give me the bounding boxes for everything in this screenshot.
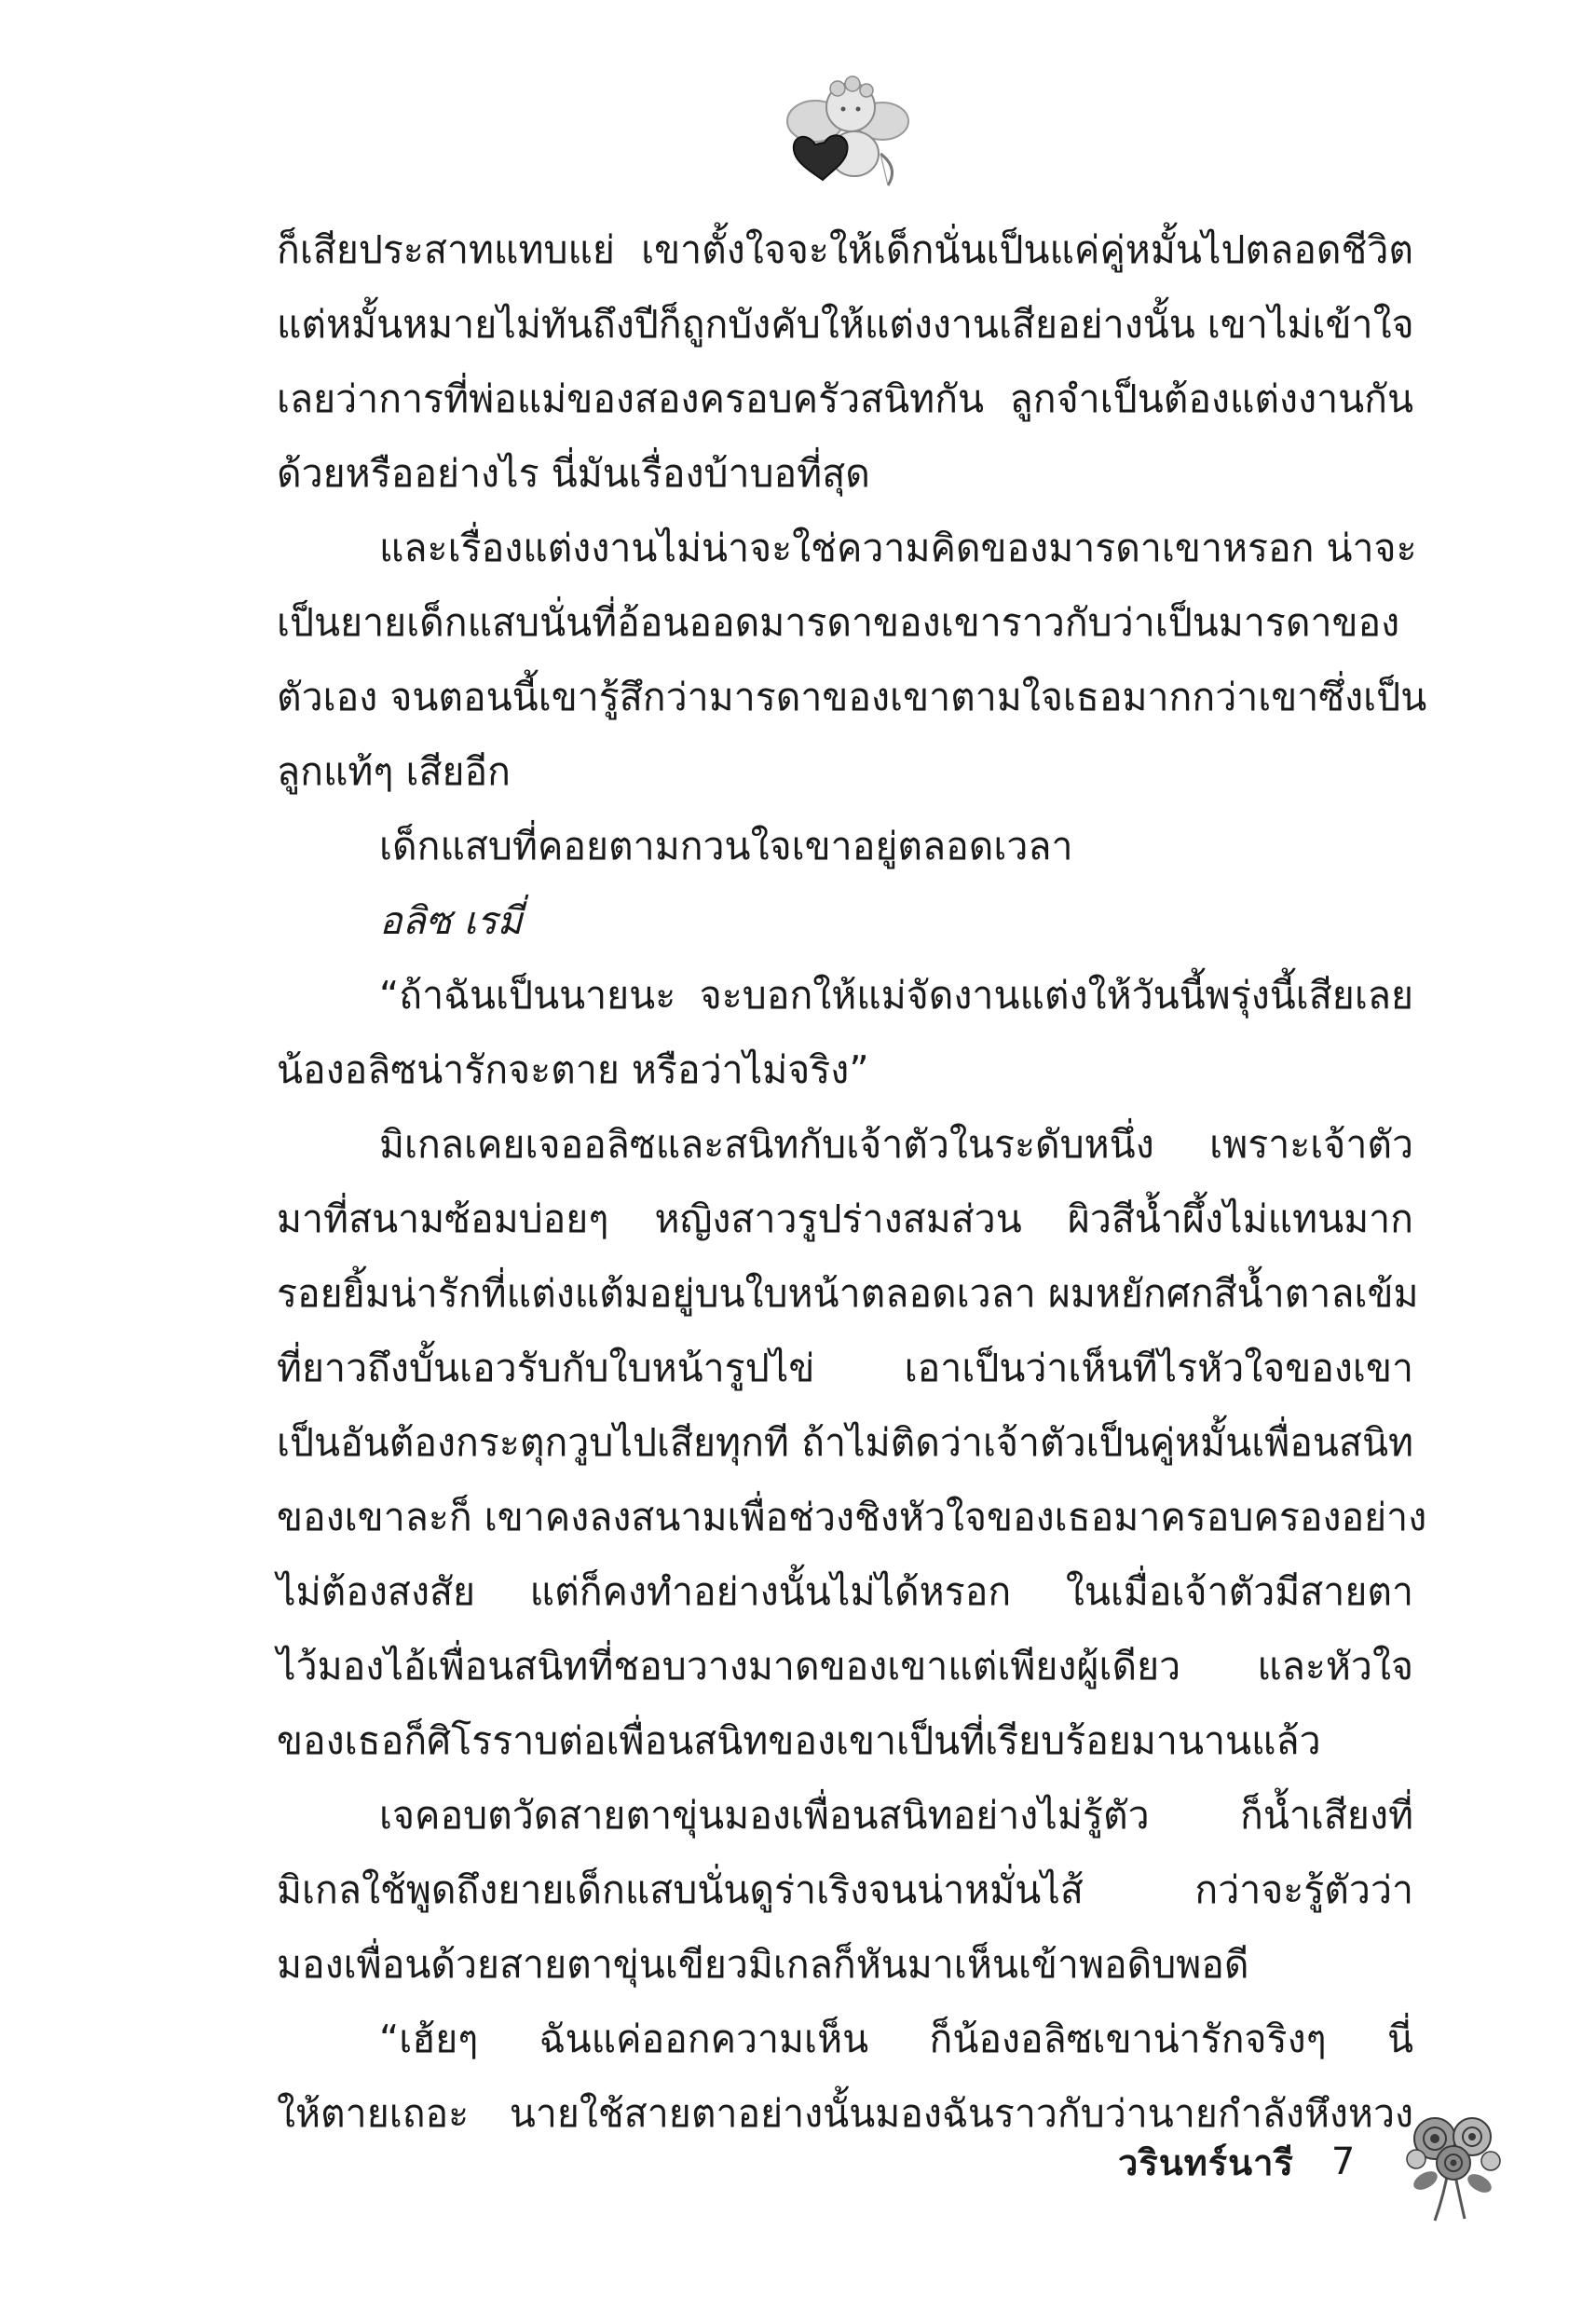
text-line: มาที่สนามซ้อมบ่อยๆ หญิงสาวรูปร่างสมส่วน ผิวสีน้ำผึ้งไม่แทนมาก bbox=[277, 1197, 1413, 1241]
text-line: มองเพื่อนด้วยสายตาขุ่นเขียวมิเกลก็หันมาเห็นเข้าพอดิบพอดี bbox=[277, 1942, 1249, 1987]
rose-bouquet-icon bbox=[1398, 2101, 1509, 2222]
body-text bbox=[277, 212, 1427, 2151]
book-title: วรินทร์นารี bbox=[1118, 2141, 1294, 2183]
text-line: เลยว่าการที่พ่อแม่ของสองครอบครัวสนิทกัน ลูกจำเป็นต้องแต่งงานกัน bbox=[277, 376, 1413, 421]
text-line: มิเกลเคยเจออลิซและสนิทกับเจ้าตัวในระดับหนึ่ง เพราะเจ้าตัว bbox=[379, 1122, 1413, 1167]
text-line: รอยยิ้มน่ารักที่แต่งแต้มอยู่บนใบหน้าตลอดเวลา ผมหยักศกสีน้ำตาลเข้ม bbox=[277, 1271, 1419, 1316]
text-line: ไว้มองไอ้เพื่อนสนิทที่ชอบวางมาดของเขาแต่เพียงผู้เดียว และหัวใจ bbox=[277, 1644, 1413, 1689]
text-line: เด็กแสบที่คอยตามกวนใจเขาอยู่ตลอดเวลา bbox=[379, 824, 1073, 868]
text-line: ด้วยหรืออย่างไร นี่มันเรื่องบ้าบอที่สุด bbox=[277, 451, 870, 496]
text-line: ตัวเอง จนตอนนี้เขารู้สึกว่ามารดาของเขาตามใจเธอมากกว่าเขาซึ่งเป็น bbox=[277, 675, 1427, 719]
text-line: และเรื่องแต่งงานไม่น่าจะใช่ความคิดของมารดาเขาหรอก น่าจะ bbox=[379, 526, 1417, 570]
text-line: แต่หมั้นหมายไม่ทันถึงปีก็ถูกบังคับให้แต่งงานเสียอย่างนั้น เขาไม่เข้าใจ bbox=[277, 302, 1414, 347]
text-line: ลูกแท้ๆ เสียอีก bbox=[277, 749, 511, 794]
text-line: ของเขาละก็ เขาคงลงสนามเพื่อช่วงชิงหัวใจของเธอมาครอบครองอย่าง bbox=[277, 1495, 1427, 1539]
text-line: เจคอบตวัดสายตาขุ่นมองเพื่อนสนิทอย่างไม่รู้ตัว ก็น้ำเสียงที่ bbox=[379, 1793, 1413, 1838]
text-line: อลิซ เรมี่ bbox=[379, 898, 523, 943]
text-line: “ถ้าฉันเป็นนายนะ จะบอกให้แม่จัดงานแต่งให้วันนี้พรุ่งนี้เสียเลย bbox=[379, 973, 1413, 1018]
page-footer bbox=[1118, 2134, 1355, 2190]
text-line: เป็นยายเด็กแสบนั่นที่อ้อนออดมารดาของเขาราวกับว่าเป็นมารดาของ bbox=[277, 600, 1400, 645]
text-line: เป็นอันต้องกระตุกวูบไปเสียทุกที ถ้าไม่ติดว่าเจ้าตัวเป็นคู่หมั้นเพื่อนสนิท bbox=[277, 1420, 1413, 1465]
page-number: 7 bbox=[1330, 2140, 1356, 2183]
cupid-with-heart-icon bbox=[778, 70, 918, 191]
text-line: ให้ตายเถอะ นายใช้สายตาอย่างนั้นมองฉันราวกับว่านายกำลังหึงหวง bbox=[277, 2091, 1413, 2136]
text-line: น้องอลิซน่ารักจะตาย หรือว่าไม่จริง” bbox=[277, 1047, 869, 1092]
text-line: มิเกลใช้พูดถึงยายเด็กแสบนั่นดูร่าเริงจนน่าหมั่นไส้ กว่าจะรู้ตัวว่า bbox=[277, 1867, 1413, 1912]
text-line: ก็เสียประสาทแทบแย่ เขาตั้งใจจะให้เด็กนั่นเป็นแค่คู่หมั้นไปตลอดชีวิต bbox=[277, 227, 1413, 272]
text-line: ไม่ต้องสงสัย แต่ก็คงทำอย่างนั้นไม่ได้หรอก ในเมื่อเจ้าตัวมีสายตา bbox=[277, 1569, 1413, 1614]
text-line: ของเธอก็ศิโรราบต่อเพื่อนสนิทของเขาเป็นที่เรียบร้อยมานานแล้ว bbox=[277, 1718, 1321, 1763]
text-line: “เฮ้ยๆ ฉันแค่ออกความเห็น ก็น้องอลิซเขาน่ารักจริงๆ นี่ bbox=[379, 2017, 1413, 2061]
text-line: ที่ยาวถึงบั้นเอวรับกับใบหน้ารูปไข่ เอาเป็นว่าเห็นทีไรหัวใจของเขา bbox=[277, 1346, 1413, 1390]
